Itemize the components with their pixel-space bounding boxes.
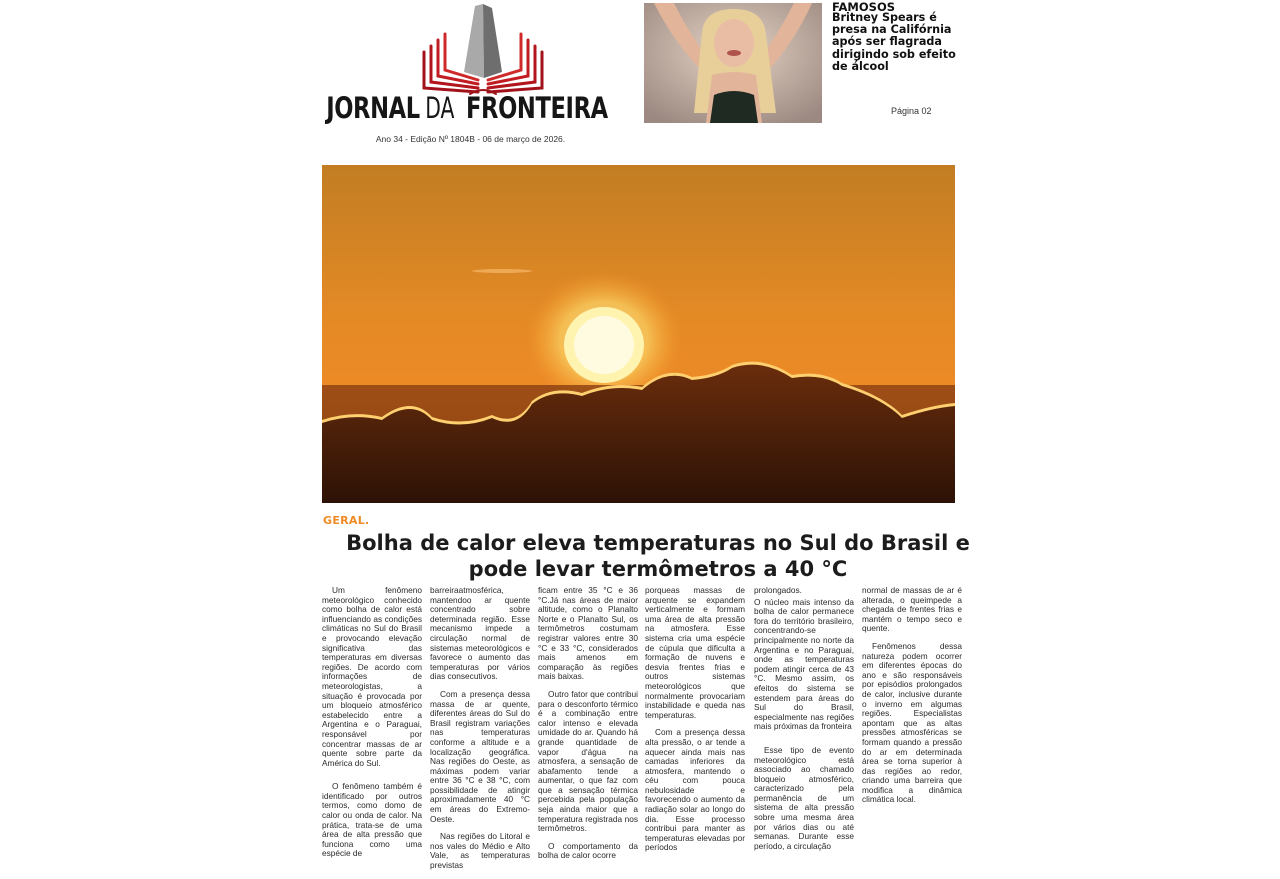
article-column-2 <box>430 586 530 879</box>
sunset-over-clouds-photo-icon <box>322 165 955 503</box>
paragraph: Fenômenos dessa natureza podem ocorrer em diferentes épocas do ano e são responsáveis por episódios prolongados de calor, inclusive durante o inverno em algumas regiões. Especialistas apontam que as altas pressões atmosféricas se formam quando a pressão do ar em determinada área se torna superior à das regiões ao redor, criando uma barreira que modifica a dinâmica climática local. <box>862 640 962 805</box>
newspaper-title <box>326 91 609 125</box>
article-headline: Bolha de calor eleva temperaturas no Sul do Brasil e pode levar termômetros a 40 °C <box>346 531 970 581</box>
britney-spears-photo-icon[interactable] <box>644 3 822 123</box>
paragraph: ficam entre 35 °C e 36 °C.Já nas áreas de maior altitude, como o Planalto Norte e o Planalto Sul, os termômetros costumam registrar valores entre 30 °C e 33 °C, considerados mais amenos em comparação às regiões mais baixas. <box>538 585 638 682</box>
paragraph: normal de massas de ar é alterada, o queimpede a chegada de frentes frias e mantém o tempo seco e quente. <box>862 585 962 634</box>
paragraph: Outro fator que contribui para o desconforto térmico é a combinação entre calor intenso e elevada umidade do ar. Quando há grande quantidade de vapor d'água na atmosfera, a sensação de abafamento tende a aumentar, o que faz com que a sensação térmica percebida pela população seja ainda maior que a temperatura registrada nos termômetros. <box>538 688 638 834</box>
title-part-jornal: JORNAL <box>326 91 420 125</box>
paragraph: O núcleo mais intenso da bolha de calor permanece fora do território brasileiro, concentrando-se principalmente no norte da Argentina e no Paraguai, onde as temperaturas podem atingir cerca de 43 °C. Mesmo assim, os efeitos do sistema se estendem para áreas do Sul do Brasil, especialmente nas regiões mais próximas da fronteira <box>754 596 854 732</box>
article-column-4 <box>645 586 745 861</box>
paragraph: O comportamento da bolha de calor ocorre <box>538 840 638 861</box>
title-part-da: DA <box>425 91 455 125</box>
paragraph: Com a presença dessa alta pressão, o ar tende a aquecer ainda mais nas camadas inferiores da atmosfera, mantendo o céu com pouca nebulosidade e favorecendo o aumento da radiação solar ao longo do dia. Esse processo contribui para manter as temperaturas elevadas por períodos <box>645 727 745 853</box>
article-column-3 <box>538 586 638 869</box>
paragraph: Nas regiões do Litoral e nos vales do Médio e Alto Vale, as temperaturas previstas <box>430 831 530 871</box>
article-column-6 <box>862 586 962 813</box>
edition-line: Ano 34 - Edição Nº 1804B - 06 de março de 2026. <box>375 134 566 144</box>
title-part-fronteira: FRONTEIRA <box>466 91 609 125</box>
paragraph: Com a presença dessa massa de ar quente, diferentes áreas do Sul do Brasil registram variações nas temperaturas conforme a altitude e a localização geográfica. Nas regiões do Oeste, as máximas podem variar entre 36 °C e 38 °C, com possibilidade de atingir aproximadamente 40 °C em áreas do Extremo-Oeste. <box>430 688 530 824</box>
paragraph: prolongados. <box>754 585 802 595</box>
teaser-page-ref: Página 02 <box>891 106 932 116</box>
paragraph: Esse tipo de evento meteorológico está associado ao chamado bloqueio atmosférico, caracterizado pela permanência de um sistema de alta pressão sobre uma mesma área por vários dias ou até semanas. Durante esse período, a circulação <box>754 744 854 851</box>
obelisk-book-logo-icon <box>418 2 548 96</box>
article-column-5 <box>754 586 854 859</box>
paragraph: Um fenômeno meteorológico conhecido como bolha de calor está influenciando as condições climáticas no Sul do Brasil e provocando elevação significativa das temperaturas em diversas regiões. De acordo com informações de meteorologistas, a situação é provocada por um bloqueio atmosférico estabelecido entre a Argentina e o Paraguai, responsável por concentrar massas de ar quente sobre parte da América do Sul. <box>322 585 422 768</box>
article-column-1 <box>322 586 422 867</box>
paragraph: porqueas massas de arquente se expandem verticalmente e formam uma área de alta pressão na atmosfera. Esse sistema cria uma espécie de cúpula que dificulta a formação de nuvens e desvia frentes frias e outros sistemas meteorológicos que normalmente provocariam instabilidade e queda nas temperaturas. <box>645 585 745 720</box>
paragraph: barreiraatmosférica, mantendoo ar quente concentrado sobre determinada região. Esse mecanismo impede a circulação normal de sistemas meteorológicos e favorece o aumento das temperaturas por vários dias consecutivos. <box>430 585 530 682</box>
section-label: GERAL. <box>323 514 370 527</box>
teaser-kicker: FAMOSOS <box>832 0 895 14</box>
teaser-headline-link[interactable]: Britney Spears é presa na Califórnia após ser flagrada dirigindo sob efeito de álcool <box>832 11 956 73</box>
paragraph: O fenômeno também é identificado por outros termos, como domo de calor ou onda de calor. Na prática, trata-se de uma área de alta pressão que funciona como uma espécie de <box>322 781 422 859</box>
